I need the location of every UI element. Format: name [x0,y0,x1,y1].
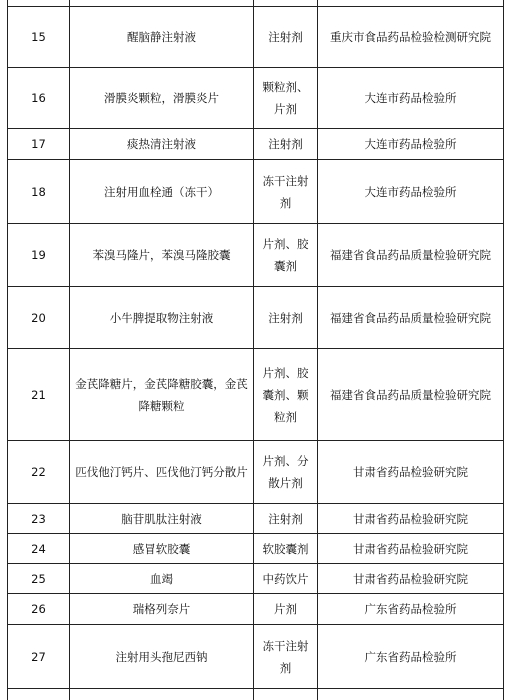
dosage-form: 软胶囊剂 [254,534,318,564]
row-number: 16 [8,68,70,129]
row-number [8,689,70,700]
table-row [8,689,504,700]
row-number: 15 [8,7,70,68]
drug-name: 苯溴马隆片，苯溴马隆胶囊 [70,224,254,287]
dosage-form: 注射剂 [254,7,318,68]
row-number: 17 [8,129,70,160]
drug-name: 感冒软胶囊 [70,534,254,564]
table-row [8,160,504,224]
drug-name: 脑苷肌肽注射液 [70,504,254,534]
dosage-form: 冻干注射剂 [254,625,318,689]
testing-institute: 大连市药品检验所 [318,68,504,129]
dosage-form: 片剂、胶囊剂 [254,224,318,287]
dosage-form: 片剂、胶囊剂、颗粒剂 [254,349,318,441]
drug-name: 滑膜炎颗粒，滑膜炎片 [70,68,254,129]
testing-institute: 广东省药品检验所 [318,625,504,689]
table-row [8,504,504,534]
dosage-form: 注射剂 [254,504,318,534]
testing-institute: 福建省食品药品质量检验研究院 [318,349,504,441]
drug-name: 痰热清注射液 [70,129,254,160]
dosage-form: 片剂 [254,594,318,625]
drug-name: 注射用头孢尼西钠 [70,625,254,689]
drug-inspection-table [7,0,504,700]
row-number: 27 [8,625,70,689]
testing-institute: 甘肃省药品检验研究院 [318,441,504,504]
dosage-form: 冻干注射剂 [254,160,318,224]
drug-name: 小牛脾提取物注射液 [70,287,254,349]
table-row [8,129,504,160]
table-row [8,224,504,287]
row-number: 25 [8,564,70,594]
testing-institute: 广东省药品检验所 [318,594,504,625]
drug-name: 金芪降糖片，金芪降糖胶囊，金芪降糖颗粒 [70,349,254,441]
testing-institute: 福建省食品药品质量检验研究院 [318,224,504,287]
table-row [8,287,504,349]
testing-institute: 甘肃省药品检验研究院 [318,564,504,594]
dosage-form: 片剂、分散片剂 [254,441,318,504]
testing-institute: 福建省食品药品质量检验研究院 [318,287,504,349]
row-number: 20 [8,287,70,349]
table-row [8,534,504,564]
table-row [8,564,504,594]
table-row [8,625,504,689]
testing-institute: 重庆市食品药品检验检测研究院 [318,7,504,68]
row-number: 18 [8,160,70,224]
dosage-form: 中药饮片 [254,564,318,594]
table-row [8,68,504,129]
dosage-form: 注射剂 [254,129,318,160]
table-row [8,441,504,504]
drug-name [70,689,254,700]
testing-institute: 甘肃省药品检验研究院 [318,534,504,564]
row-number: 21 [8,349,70,441]
testing-institute: 甘肃省药品检验研究院 [318,504,504,534]
drug-name: 瑞格列奈片 [70,594,254,625]
dosage-form: 颗粒剂、片剂 [254,68,318,129]
dosage-form: 注射剂 [254,287,318,349]
table-row [8,594,504,625]
row-number: 19 [8,224,70,287]
row-number: 24 [8,534,70,564]
dosage-form [254,689,318,700]
testing-institute [318,689,504,700]
drug-name: 匹伐他汀钙片、匹伐他汀钙分散片 [70,441,254,504]
testing-institute: 大连市药品检验所 [318,160,504,224]
table-row [8,349,504,441]
row-number: 26 [8,594,70,625]
row-number: 22 [8,441,70,504]
drug-name: 醒脑静注射液 [70,7,254,68]
row-number: 23 [8,504,70,534]
testing-institute: 大连市药品检验所 [318,129,504,160]
table-row [8,7,504,68]
drug-name: 注射用血栓通（冻干） [70,160,254,224]
drug-name: 血竭 [70,564,254,594]
